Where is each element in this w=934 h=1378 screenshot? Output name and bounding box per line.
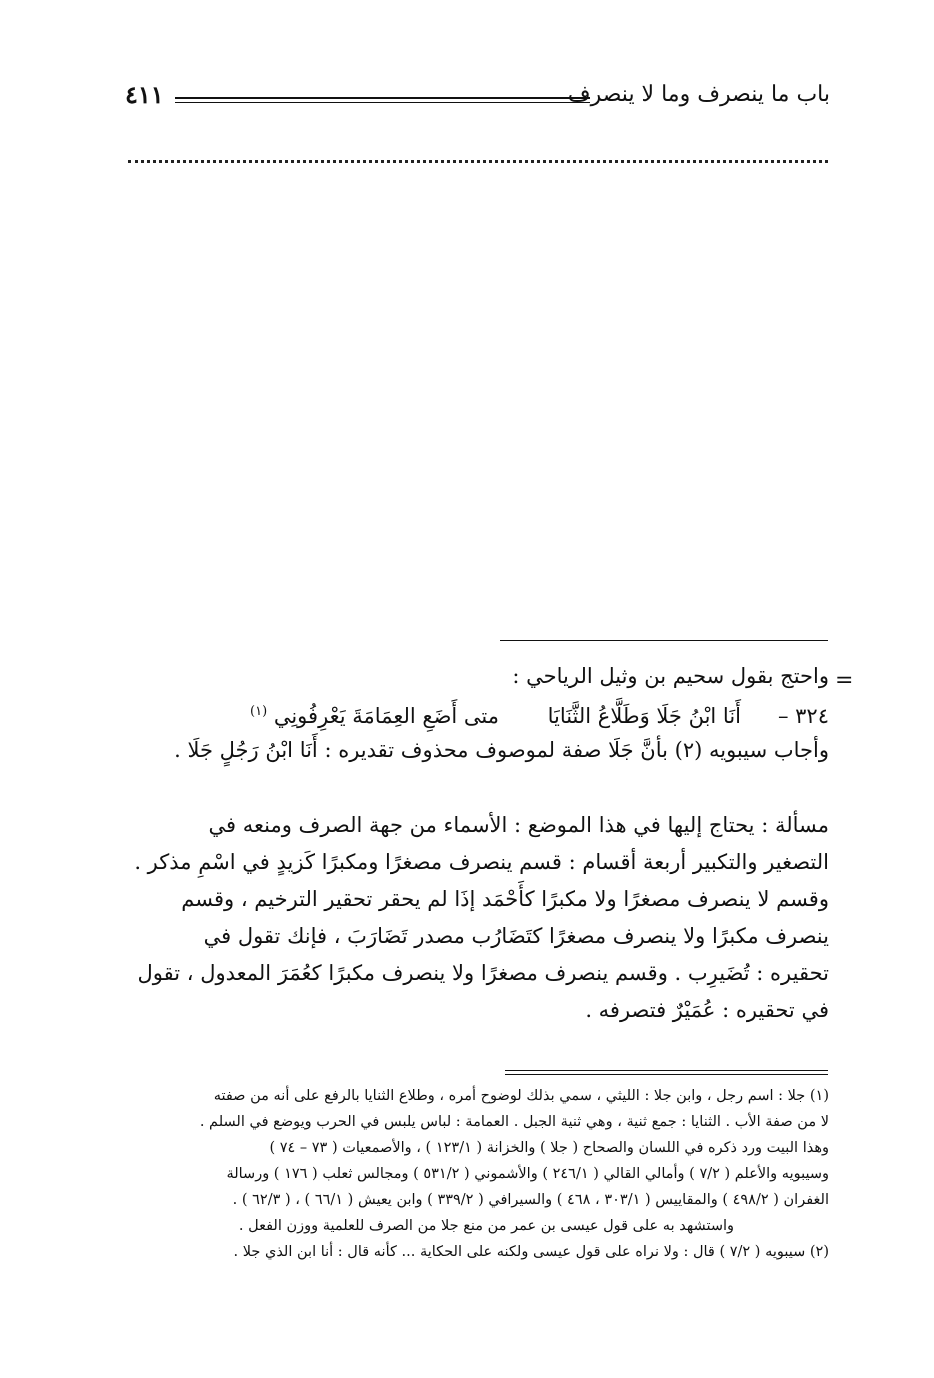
verse-second-text: متى أَضَعِ العِمَامَةَ يَعْرِفُونِي xyxy=(273,704,499,728)
issue-paragraph xyxy=(125,807,829,1029)
continuation-mark: = xyxy=(835,668,854,693)
footnote-line: واستشهد به على قول عيسى بن عمر من منع جلا من الصرف للعلمية ووزن الفعل . xyxy=(238,1218,734,1234)
footnote-line: لا من صفة الأب . الثنايا : جمع ثنية ، وهي ثنية الجبل . العمامة : لباس يلبس في الحرب ويوضع في السلم . xyxy=(199,1114,829,1130)
footnote-line: وسيبويه والأعلم ( ٧/٢ ) وأمالي القالي ( ٢٤٦/١ ) والأشموني ( ٥٣١/٢ ) ومجالس ثعلب ( ١٧٦ ) ورسالة xyxy=(226,1166,829,1182)
intro-paragraph xyxy=(125,660,829,693)
footnotes xyxy=(125,1083,829,1265)
continuation-rule xyxy=(500,640,828,641)
text-line: مسألة : يحتاج إليها في هذا الموضع : الأسماء من جهة الصرف ومنعه في xyxy=(208,813,829,837)
footnote-line: (١) جلا : اسم رجل ، وابن جلا : الليثي ، سمي بذلك لوضوح أمره ، وطلاع الثنايا بالرفع على أنه من صفته xyxy=(213,1088,829,1104)
chapter-title: باب ما ينصرف وما لا ينصرف xyxy=(567,82,830,107)
answer-paragraph xyxy=(125,734,829,767)
text-line: وأجاب سيبويه (٢) بأنَّ جَلَا صفة لموصوف محذوف تقديره : أَنَا ابْنُ رَجُلٍ جَلَا . xyxy=(174,738,829,762)
footnote-line: وهذا البيت ورد ذكره في اللسان والصحاح ( جلا ) والخزانة ( ١٢٣/١ ) ، والأصمعيات ( ٧٣ – ٧٤ ) xyxy=(269,1140,829,1156)
verse-number: ٣٢٤ – xyxy=(777,704,829,728)
text-line: ينصرف مكبرًا ولا ينصرف مصغرًا كتَضَارُب مصدر تَضَارَبَ ، فإنك تقول في xyxy=(203,924,829,948)
running-header xyxy=(125,80,830,120)
dotted-separator xyxy=(128,160,828,165)
page-number: ٤١١ xyxy=(125,80,164,109)
text-line: التصغير والتكبير أربعة أقسام : قسم ينصرف مصغرًا ومكبرًا كَزيدٍ في اسْمِ مذكر . xyxy=(134,850,829,874)
verse-first-hemistich xyxy=(548,704,741,728)
text-line: تحقيره : تُضَيرِب . وقسم ينصرف مصغرًا ولا ينصرف مكبرًا كعُمَرَ المعدول ، تقول xyxy=(137,961,829,985)
footnote-reference: (١) xyxy=(250,704,268,719)
footnote-line: (٢) سيبويه ( ٧/٢ ) قال : ولا نراه على قول عيسى ولكنه على الحكاية ... كأنه قال : أنا ابن الذي جلا . xyxy=(233,1244,829,1260)
text-line: وقسم لا ينصرف مصغرًا ولا مكبرًا كأَحْمَد إذَا لم يحقر تحقير الترخيم ، وقسم xyxy=(181,887,829,911)
verse-second-hemistich xyxy=(250,704,499,728)
header-double-rule xyxy=(175,97,590,103)
intro-line: واحتج بقول سحيم بن وثيل الرياحي : xyxy=(512,664,829,688)
footnote-separator xyxy=(505,1070,828,1075)
footnote-line: الغفران ( ٤٩٨/٢ ) والمقاييس ( ٣٠٣/١ ، ٤٦٨ ) والسيرافي ( ٣٣٩/٢ ) وابن يعيش ( ٦٦/١ ) ، ( ٦٢/٣ ) . xyxy=(232,1192,829,1208)
text-line: في تحقيره : عُمَيْرٌ فتصرفه . xyxy=(585,998,829,1022)
verse-first-text: أَنَا ابْنُ جَلَا وَطَلَّاعُ الثَّنَايَا xyxy=(547,704,741,728)
